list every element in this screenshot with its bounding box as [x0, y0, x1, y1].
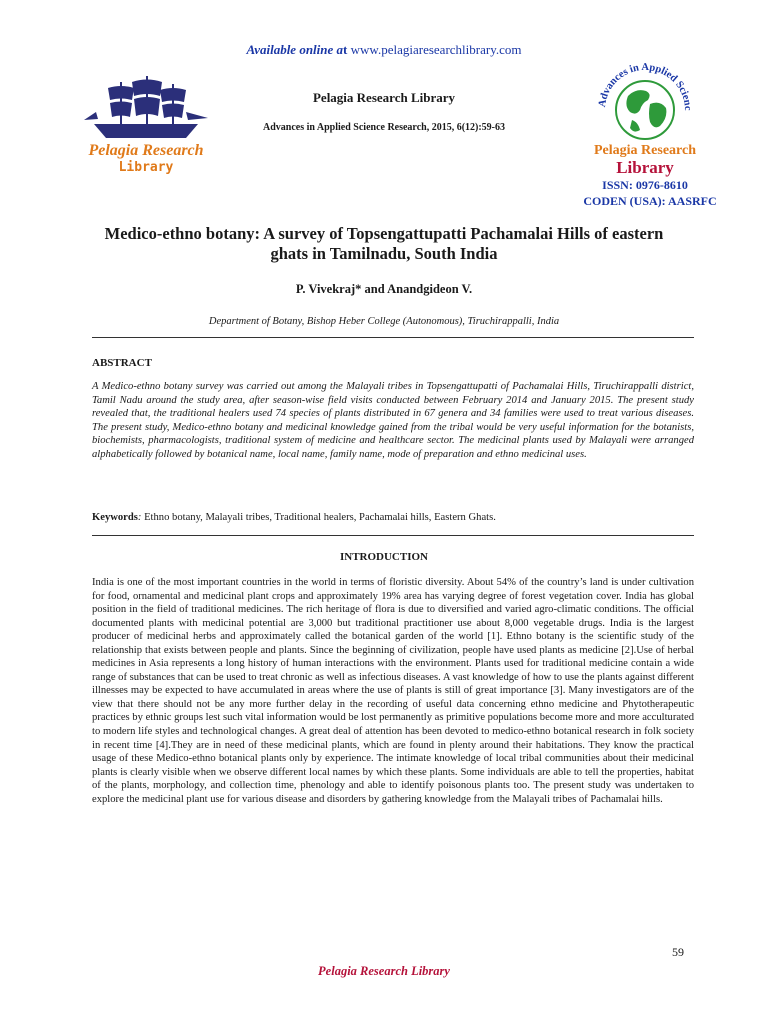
keywords-line [92, 512, 694, 523]
right-logo-text-1: Pelagia Research [594, 143, 696, 158]
divider-top [92, 337, 694, 338]
page-number: 59 [672, 945, 684, 959]
globe-icon [570, 60, 720, 146]
footer-library-name: Pelagia Research Library [318, 964, 450, 978]
abstract-body: A Medico-ethno botany survey was carried out among the Malayali tribes in Topsengattupatti of Pachamalai Hills, Tiruchirappalli district, Tamil Nadu around the study area, after season-wise field visits conducted between February 2014 and January 2015. The present study revealed that, the traditional healers used 74 species of plants distributed in 67 genera and 34 families were used to treat various diseases. The present study, Medico-ethno botany and medicinal knowledge gained from the tribal would be very useful information for the botanists, biochemists, pharmacologists, traditional system of medicine and healthcare sector. The medicinal plants used by Malayali were arranged alphabetically followed by botanical name, local name, family name, mode of preparation and ethno medicinal uses. [92, 381, 694, 460]
ship-icon [76, 72, 216, 144]
keywords-text: Ethno botany, Malayali tribes, Traditional healers, Pachamalai hills, Eastern Ghats. [141, 512, 496, 523]
keywords-colon: : [137, 512, 142, 523]
keywords-label: Keywords [92, 512, 138, 523]
available-online-label: Available online at [246, 42, 348, 57]
article-authors: P. Vivekraj* and Anandgideon V. [295, 282, 473, 296]
journal-name: Pelagia Research Library [312, 90, 455, 105]
abstract-heading: ABSTRACT [92, 357, 152, 369]
left-logo-text-2: Library [118, 160, 174, 175]
journal-website-link[interactable]: www.pelagiaresearchlibrary.com [350, 42, 522, 57]
coden: CODEN (USA): AASRFC [583, 194, 717, 208]
author-affiliation: Department of Botany, Bishop Heber College (Autonomous), Tiruchirappalli, India [208, 316, 560, 327]
introduction-body: India is one of the most important countries in the world in terms of floristic diversity. About 54% of the country’s land is under cultivation for food, ornamental and medicinal plant crops and approximately 19% area has varying degree of forest vegetation cover. India has global position in the field of traditional medicines. The rich heritage of flora is due to diversified and varied agro-climatic conditions. The official documented plants with medicinal potential are 3,000 but traditional practitioner use about 8,000 vegetable drugs. India is the largest producer of medicinal herbs and approximately called the botanical garden of the world [1]. Ethno botany is the scientific study of the relationship that exists between people and plants. Since the beginning of civilization, people have used plants as medicine [2].Use of herbal medicines in Asia represents a long history of human interactions with the environment. Plants used for traditional medicine contain a wide range of substances that can be used to treat chronic as well as infectious diseases. A vast knowledge of how to use the plants against different illnesses may be expected to have accumulated in areas where the use of plants is still of great importance [3]. Many investigators are of the view that there should not be any more further delay in the recording of useful data concerning ethno medicine and Phytotherapeutic practices by ethnic groups lest such vital information would be lost permanently as primitive populations become more and more acculturated to modern life styles and technological changes. A great deal of attention has been devoted to medico-ethno botanical research in folk society in recent time [4].They are in need of these medicinal plants, which are found in plenty around their habitations. They know the practical usage of these Medico-ethno botanical plants only by experience. The intimate knowledge of local tribal communities about their medicinal plants is clearly visible when we observe different local names by which these plants. Some individuals are able to tell the properties, habitat of the plants, morphology, and collection time, phenology and able to identify poisonous plants too. The present study was undertaken to explore the medicinal plant use for various disease and disorders by gathering knowledge from the Malayali tribes of Pachamalai hills. [92, 577, 694, 805]
introduction-heading: INTRODUCTION [339, 551, 428, 563]
available-online-line [0, 42, 768, 58]
issn: ISSN: 0976-8610 [602, 178, 688, 192]
logo-ring-text: Advances in Applied Scienc [596, 61, 694, 111]
right-logo-text-2: Library [616, 158, 674, 177]
left-logo-text-1: Pelagia Research [88, 142, 204, 159]
journal-citation: Advances in Applied Science Research, 2015, 6(12):59-63 [262, 122, 506, 133]
article-title: Medico-ethno botany: A survey of Topsengattupatti Pachamalai Hills of eastern ghats in Tamilnadu, South India [104, 224, 664, 263]
divider-bottom [92, 535, 694, 536]
